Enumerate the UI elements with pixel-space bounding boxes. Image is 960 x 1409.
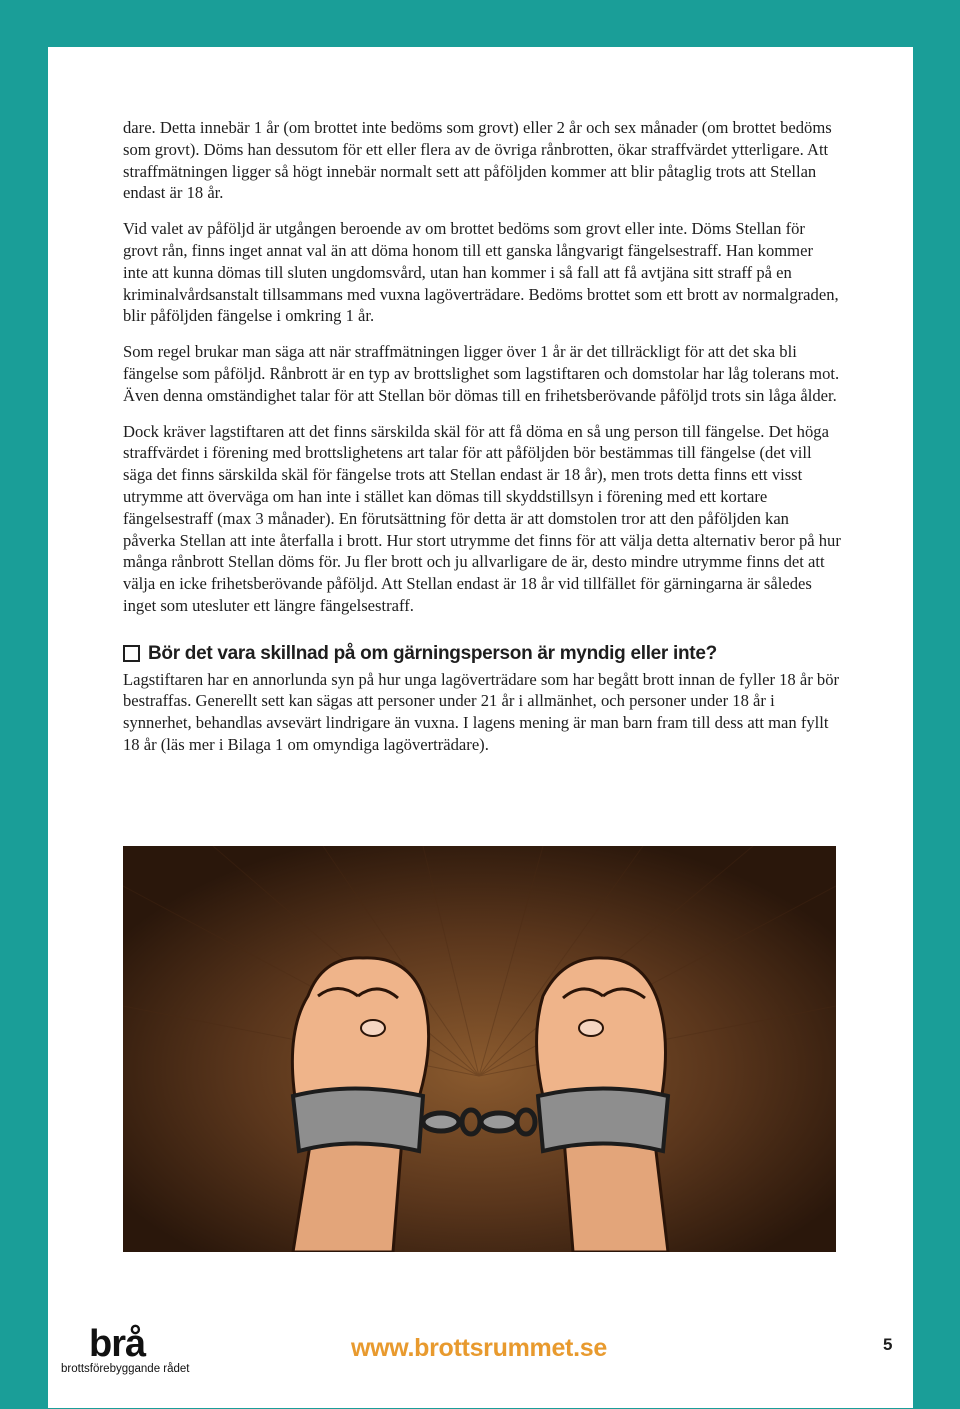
checkbox-icon — [123, 645, 140, 662]
paragraph-4: Dock kräver lagstiftaren att det finns särskilda skäl för att få döma en så ung person till fängelse. Det höga straffvärdet i förening med brottslighetens art talar för att påföljden bör bestämmas till fängelse (det vill säga det finns särskilda skäl för fängelse trots att Stellan endast är 18 år), men trots detta finns ett visst utrymme att överväga om han inte i stället kan dömas till skyddstillsyn i förening med ett kortare fängelsestraff (max 3 månader). En förutsättning för detta är att domstolen tror att den påföljden kan påverka Stellan att inte återfalla i brott. Hur stort utrymme det finns för att välja detta alternativ beror på hur många rånbrott Stellan döms för. Ju fler brott och ju allvarligare de är, desto mindre utrymme finns det att välja en icke frihetsberövande påföljd. Att Stellan endast är 18 år vid tillfället för gärningarna är således inget som utesluter ett längre fängelsestraff. — [123, 421, 841, 615]
logo-subtitle: brottsförebyggande rådet — [61, 1363, 190, 1375]
paragraph-1: dare. Detta innebär 1 år (om brottet inte bedöms som grovt) eller 2 år och sex månader (om brottet bedöms som grovt). Döms han dessutom för ett eller flera av de övriga rånbrotten, ökar straffvärdet ytterligare. Att straffmätningen ligger så högt innebär normalt sett att påföljden kommer att blir påtaglig trots att Stellan endast är 18 år. — [123, 118, 832, 203]
illustration-background — [123, 846, 836, 1252]
handcuffs-illustration — [123, 846, 836, 1252]
page — [48, 47, 913, 1408]
right-cuff — [538, 1089, 668, 1152]
question-paragraph: Lagstiftaren har en annorlunda syn på hur unga lagöverträdare som har begått brott innan de fyller 18 år bör bestraffas. Generellt sett kan sägas att personer under 21 år i allmänhet, och personer under 18 år i synnerhet, behandlas avsevärt lindrigare än vuxna. I lagens mening är man barn fram till dess att man fyllt 18 år (läs mer i Bilaga 1 om omyndiga lagöverträdare). — [123, 669, 840, 754]
question-heading — [123, 643, 841, 665]
question-heading-text: Bör det vara skillnad på om gärningsperson är myndig eller inte? — [148, 642, 717, 664]
paragraph-3: Som regel brukar man säga att när straffmätningen ligger över 1 år är det tillräckligt för att det ska bli fängelse som påföljd. Rånbrott är en typ av brottslighet som lagstiftaren och domstolar har låg tolerans mot. Även denna omständighet talar för att Stellan bör dömas till en frihetsberövande påföljd trots sin låga ålder. — [123, 342, 840, 405]
page-number: 5 — [883, 1335, 893, 1354]
left-cuff — [293, 1089, 423, 1152]
bra-logo — [61, 1323, 190, 1375]
paragraph-2: Vid valet av påföljd är utgången beroende av om brottet bedöms som grovt eller inte. Döms Stellan för grovt rån, finns inget annat val än att döma honom till ett ganska långvarigt fängelsestraff. Han kommer inte att kunna dömas till sluten ungdomsvård, utan han kommer i så fall att få avtjäna sitt straff på en kriminalvårdsanstalt tillsammans med vuxna lagöverträdare. Bedöms brottet som ett brott av normalgraden, blir påföljden fängelse i omkring 1 år. — [123, 219, 839, 326]
footer-url[interactable]: www.brottsrummet.se — [351, 1334, 607, 1362]
chain — [423, 1110, 535, 1134]
logo-word: brå — [89, 1323, 146, 1365]
main-content — [123, 117, 841, 770]
